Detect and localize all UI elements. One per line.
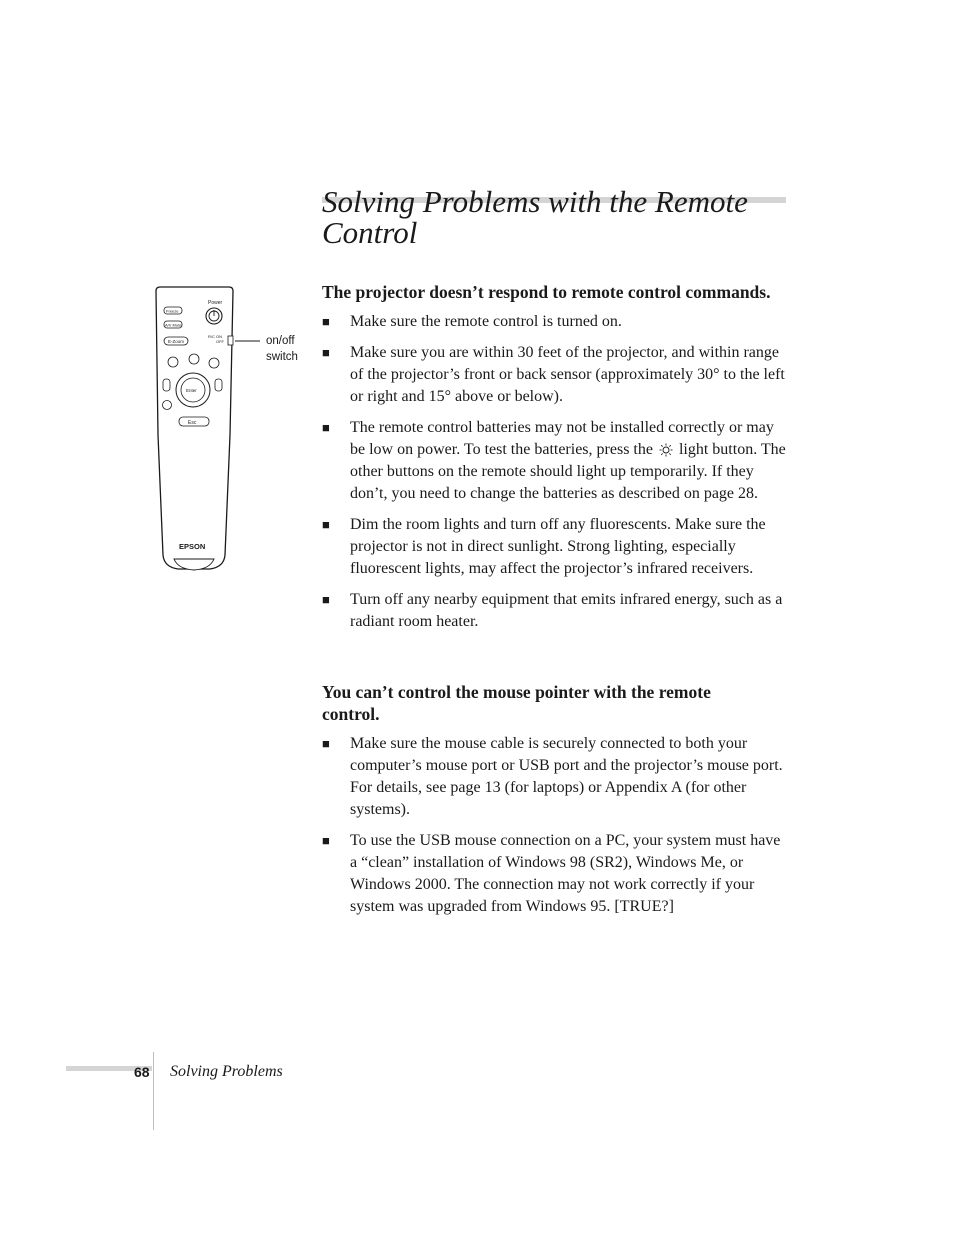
callout-line-1: on/off (266, 335, 295, 347)
bullet-mark: ■ (322, 517, 330, 532)
av-mute-label: A/V Mute (165, 322, 182, 328)
bullet-mark: ■ (322, 420, 330, 435)
enter-label: Enter (186, 388, 197, 393)
rc-on-label: R/C ON (208, 334, 222, 339)
bullet-mark: ■ (322, 592, 330, 607)
section-2-heading: You can’t control the mouse pointer with the remote control. (322, 682, 711, 724)
bullet-mark: ■ (322, 736, 330, 751)
list-item: ■ Turn off any nearby equipment that emits infrared energy, such as a radiant room heater. (322, 591, 783, 630)
page-number: 68 (134, 1064, 150, 1080)
bullet-mark: ■ (322, 833, 330, 848)
on-off-switch (228, 336, 233, 345)
esc-label: Esc (188, 420, 197, 426)
section-1-heading: The projector doesn’t respond to remote control commands. (322, 282, 771, 302)
remote-control-illustration (150, 285, 310, 580)
list-item: ■ Make sure the remote control is turned on. (322, 311, 786, 333)
footer-section-name: Solving Problems (170, 1063, 283, 1080)
bullet-mark: ■ (322, 314, 330, 329)
footer-divider (153, 1052, 154, 1130)
light-button-icon (659, 443, 673, 457)
off-label: OFF (216, 339, 224, 344)
on-off-callout (266, 333, 298, 365)
e-zoom-label: E-Zoom (168, 339, 185, 344)
callout-line-2: switch (266, 351, 298, 363)
list-item: ■ To use the USB mouse connection on a PC, your system must have a “clean” installation of Windows 98 (SR2), Windows Me, or Windows 2000. The connection may not work correctly if your system was upgraded from Windows 95. [TRUE?] (322, 832, 781, 915)
list-item: ■ Make sure the mouse cable is securely connected to both your computer’s mouse port or USB port and the projector’s mouse port. For details, see page 13 (for laptops) or Appendix A (for other systems). (322, 735, 783, 818)
freeze-label: Freeze (166, 308, 179, 314)
section-2-list (322, 733, 786, 918)
list-item: ■ Dim the room lights and turn off any fluorescents. Make sure the projector is not in direct sunlight. Strong lighting, especially fluorescent lights, may affect the projector’s infrared receivers. (322, 516, 766, 577)
list-item: ■ Make sure you are within 30 feet of the projector, and within range of the projector’s front or back sensor (approximately 30° to the left or right and 15° above or below). (322, 344, 785, 405)
list-item: ■ The remote control batteries may not be installed correctly or may be low on power. To test the batteries, press the light button. The other buttons on the remote should light up temporarily. If they don’t, you need to change the batteries as described on page 28. (322, 419, 786, 502)
power-label: Power (208, 300, 223, 306)
bullet-mark: ■ (322, 345, 330, 360)
section-1-list (322, 311, 786, 633)
remote-control-figure (150, 285, 310, 580)
epson-logo: EPSON (179, 542, 206, 551)
page-title: Solving Problems with the Remote Control (322, 184, 748, 250)
